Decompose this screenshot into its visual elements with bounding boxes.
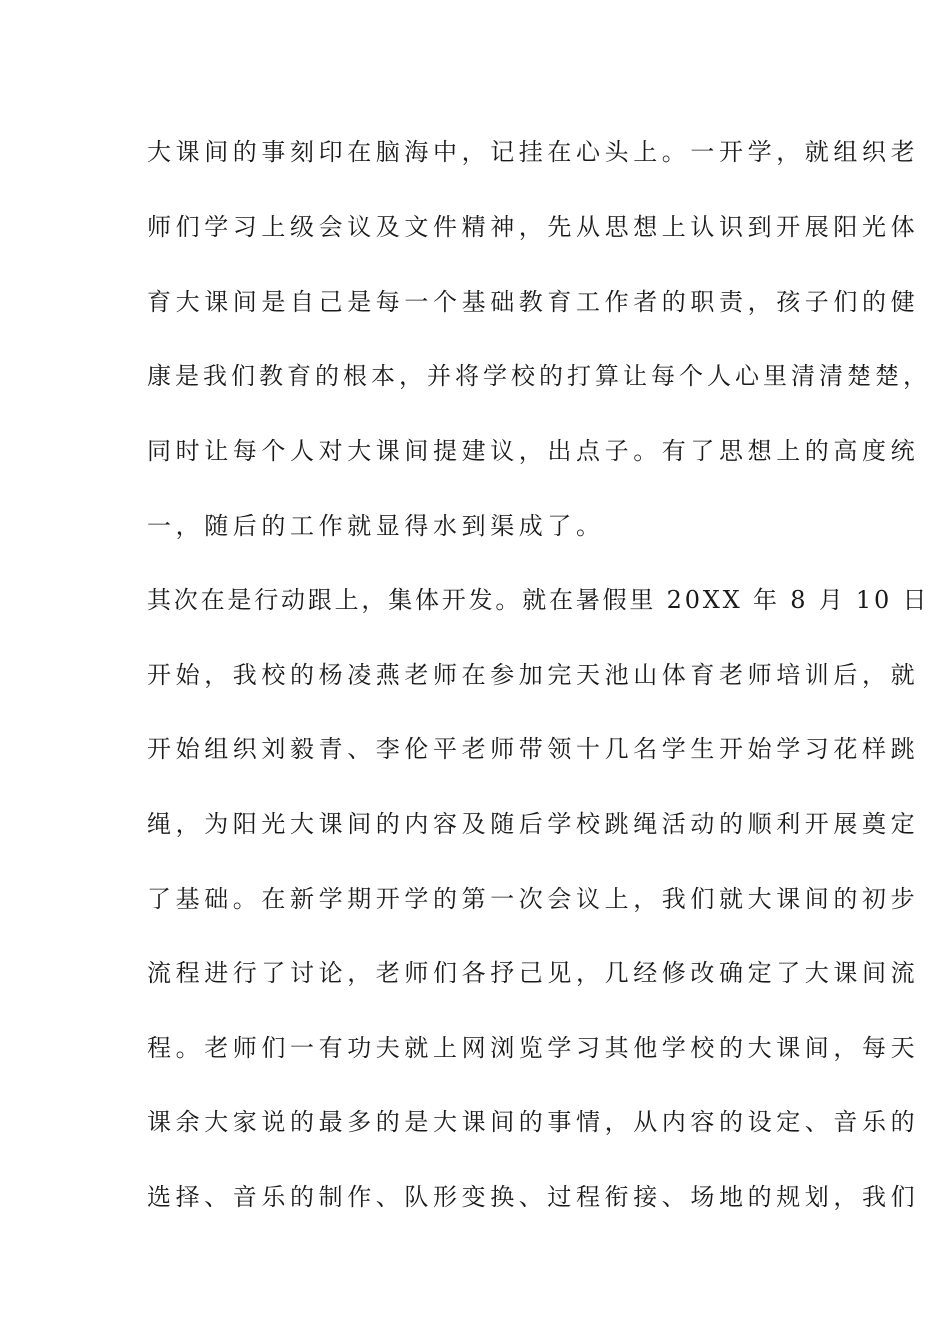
- text-line: 师们学习上级会议及文件精神，先从思想上认识到开展阳光体: [147, 213, 920, 241]
- text-line: 其次在是行动跟上，集体开发。就在暑假里 20XX 年 8 月 10 日: [147, 586, 930, 614]
- text-line: 一，随后的工作就显得水到渠成了。: [147, 512, 605, 540]
- text-line: 同时让每个人对大课间提建议，出点子。有了思想上的高度统: [147, 437, 920, 465]
- text-line: 绳，为阳光大课间的内容及随后学校跳绳活动的顺利开展奠定: [147, 810, 920, 838]
- text-line: 了基础。在新学期开学的第一次会议上，我们就大课间的初步: [147, 885, 920, 913]
- text-line: 开始，我校的杨凌燕老师在参加完天池山体育老师培训后，就: [147, 661, 920, 689]
- text-line: 康是我们教育的根本，并将学校的打算让每个人心里清清楚楚，: [147, 362, 931, 390]
- text-line: 流程进行了讨论，老师们各抒己见，几经修改确定了大课间流: [147, 959, 920, 987]
- text-line: 大课间的事刻印在脑海中，记挂在心头上。一开学，就组织老: [147, 138, 920, 166]
- text-line: 开始组织刘毅青、李伦平老师带领十几名学生开始学习花样跳: [147, 735, 920, 763]
- text-line: 程。老师们一有功夫就上网浏览学习其他学校的大课间，每天: [147, 1034, 920, 1062]
- text-line: 选择、音乐的制作、队形变换、过程衔接、场地的规划，我们: [147, 1183, 920, 1211]
- text-line: 课余大家说的最多的是大课间的事情，从内容的设定、音乐的: [147, 1108, 920, 1136]
- text-line: 育大课间是自己是每一个基础教育工作者的职责，孩子们的健: [147, 288, 920, 316]
